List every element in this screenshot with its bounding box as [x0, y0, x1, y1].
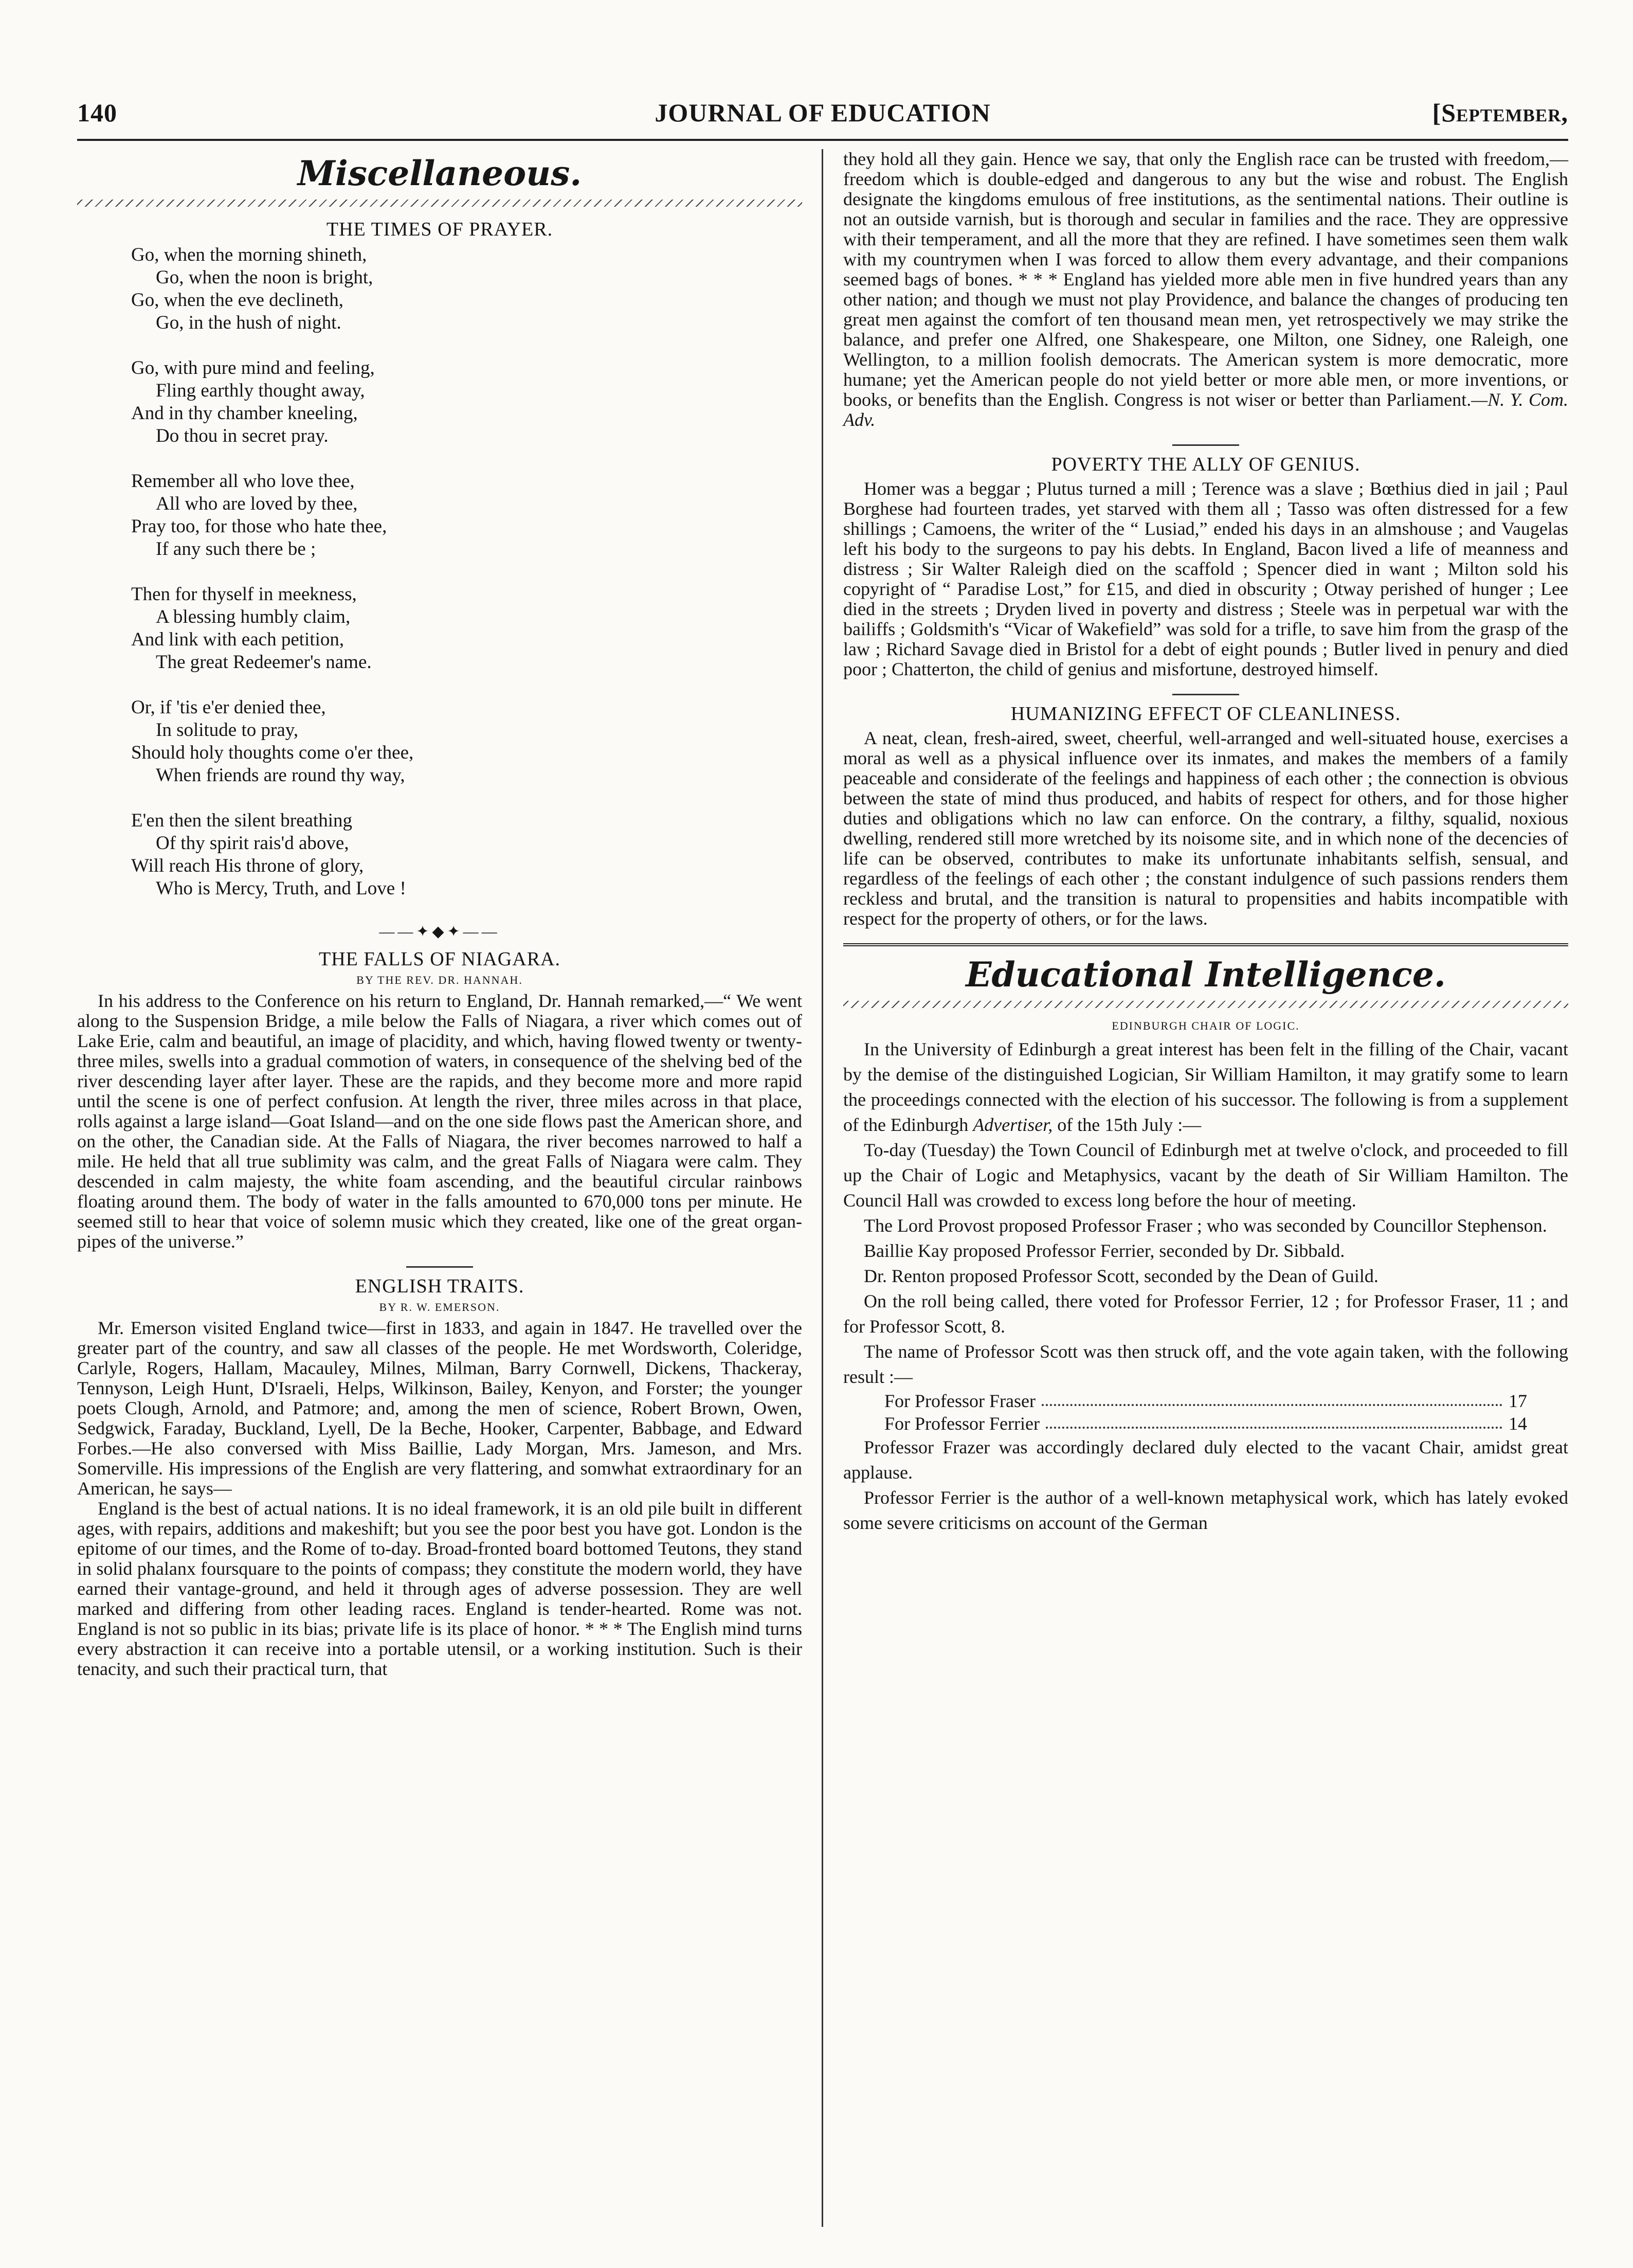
poverty-article	[843, 479, 1568, 679]
paragraph: Professor Frazer was accordingly declared duly elected to the vacant Chair, amidst great applause.	[843, 1437, 1568, 1483]
short-rule	[1172, 444, 1239, 446]
poem-line: Go, when the noon is bright,	[156, 267, 373, 288]
journal-title: JOURNAL OF EDUCATION	[655, 98, 991, 127]
cleanliness-title: HUMANIZING EFFECT OF CLEANLINESS.	[1010, 703, 1401, 725]
poem-line: And in thy chamber kneeling,	[131, 403, 358, 424]
poem-line: A blessing humbly claim,	[156, 606, 351, 627]
short-rule	[1172, 694, 1239, 695]
paragraph: Professor Ferrier is the author of a well-known metaphysical work, which has lately evoked some severe criticisms on account of the German	[843, 1487, 1568, 1533]
paragraph	[843, 1037, 1568, 1138]
paragraph: The Lord Provost proposed Professor Fraser ; who was seconded by Councillor Stephenson.	[864, 1215, 1547, 1236]
poem-line: Should holy thoughts come o'er thee,	[131, 742, 414, 763]
paragraph: Mr. Emerson visited England twice—first in 1833, and again in 1847. He travelled over the greater part of the country, and saw all classes of the people. He met Wordsworth, Coleridge, Carlyle, Rogers, Hallam, Macauley, Milnes, Milman, Barry Cornwell, Dickens, Thackeray, Tennyson, Leigh Hunt, D'Israeli, Helps, Wilkinson, Bailey, Kenyon, and Forster; the younger poets Clough, Arnold, and Patmore; and, among the men of science, Robert Brown, Owen, Sedgwick, Faraday, Buckland, Lyell, De la Beche, Hooker, Carpenter, Babbage, and Edward Forbes.—He also conversed with Miss Baillie, Lady Morgan, Mrs. Jameson, and Mrs. Somerville. His impressions of the English are very flattering, and somwhat extraordinary for an American, he says—	[77, 1318, 802, 1499]
poem-line: Then for thyself in meekness,	[131, 584, 357, 605]
edinburgh-article	[843, 1037, 1568, 1536]
vote-row	[884, 1390, 1527, 1412]
poem-line: The great Redeemer's name.	[156, 652, 372, 673]
paragraph: To-day (Tuesday) the Town Council of Edinburgh met at twelve o'clock, and proceeded to fill up the Chair of Logic and Metaphysics, vacant by the death of Sir William Hamilton. The Council Hall was crowded to excess long before the hour of meeting.	[843, 1140, 1568, 1211]
poem-line: If any such there be ;	[156, 538, 316, 560]
poem-stanza	[131, 244, 802, 334]
text-run: of the 15th July :—	[1053, 1114, 1202, 1135]
poem-line: Do thou in secret pray.	[156, 425, 329, 446]
vote-results	[884, 1390, 1527, 1435]
poem-line: Or, if 'tis e'er denied thee,	[131, 697, 326, 718]
poem-stanza	[131, 470, 802, 561]
poem-line: Go, with pure mind and feeling,	[131, 357, 375, 379]
english-traits-title: ENGLISH TRAITS.	[355, 1275, 524, 1297]
poem-title: THE TIMES OF PRAYER.	[326, 219, 553, 240]
vote-row	[884, 1412, 1527, 1435]
paragraph: A neat, clean, fresh-aired, sweet, cheerful, well-arranged and well-situated house, exercises a moral as well as a physical influence over its inmates, and makes the members of a family peaceable and considerate of the feelings and happiness of each other ; the connection is obvious between the state of mind thus produced, and habits of respect for others, and for those higher duties and obligations which no law can enforce. On the contrary, a filthy, squalid, noxious dwelling, rendered still more wretched by its noisome site, and in which none of the decencies of life can be observed, contributes to make its unfortunate inhabitants selfish, sensual, and regardless of the feelings of each other ; the constant indulgence of such passions renders them reckless and brutal, and the transition is natural to propensities and habits incompatible with respect for the property of others, or for the laws.	[843, 728, 1568, 929]
ornament-divider: ——✦◆✦——	[379, 923, 500, 940]
poem-line: Fling earthly thought away,	[156, 380, 365, 401]
journal-page	[77, 87, 1568, 2232]
vote-count: 14	[1509, 1413, 1527, 1434]
poem-line: E'en then the silent breathing	[131, 810, 352, 831]
wavy-rule	[843, 1001, 1568, 1008]
paragraph: Baillie Kay proposed Professor Ferrier, seconded by Dr. Sibbald.	[864, 1240, 1345, 1261]
vote-count: 17	[1509, 1391, 1527, 1411]
paragraph: In his address to the Conference on his return to England, Dr. Hannah remarked,—“ We went along to the Suspension Bridge, a mile below the Falls of Niagara, a river which comes out of Lake Erie, calm and beautiful, an image of placidity, and which, having flowed twenty or twenty-three miles, swells into a gradual commotion of waters, in consequence of the shelving bed of the river descending layer after layer. These are the rapids, and they become more and more rapid until the scene is one of perfect confusion. At length the river, three miles across in that place, rolls against a large island—Goat Island—and on the one side flows past the American shore, and on the other, the Canadian side. At the Falls of Niagara, the river becomes narrowed to half a mile. He held that all true sublimity was calm, and the great Falls of Niagara were calm. They descended in calm majesty, the white foam ascending, and the beautiful circular rainbows floating around them. The body of water in the falls amounted to 670,000 tons per minute. He seemed still to hear that voice of solemn music which they created, like one of the great organ-pipes of the universe.”	[77, 991, 802, 1252]
poem-line: Remember all who love thee,	[131, 471, 355, 492]
niagara-title: THE FALLS OF NIAGARA.	[319, 948, 560, 970]
column-divider	[822, 149, 823, 2227]
page-number: 140	[77, 98, 117, 127]
poem-stanza	[131, 696, 802, 787]
poem-line: Go, when the eve declineth,	[131, 290, 344, 311]
poem-line: And link with each petition,	[131, 629, 344, 650]
paragraph: England is the best of actual nations. It is no ideal framework, it is an old pile built in different ages, with repairs, additions and makeshift; but you see the poor best you have got. London is the epitome of our times, and the Rome of to-day. Broad-fronted board bottomed Teutons, they stand in solid phalanx foursquare to the points of compass; they constitute the modern world, they have earned their vantage-ground, and held it through ages of adverse possession. They are well marked and differing from other leading races. England is tender-hearted. Rome was not. England is not so public in its bias; private life is its place of honor. * * * The English mind turns every abstraction it can receive into a portable utensil, or a working institution. Such is their tenacity, and such their practical turn, that	[77, 1498, 802, 1679]
english-traits-article	[77, 1318, 802, 1679]
poem-line: All who are loved by thee,	[156, 493, 358, 514]
running-header	[77, 87, 1568, 134]
english-traits-byline: BY R. W. EMERSON.	[379, 1301, 500, 1313]
niagara-article	[77, 991, 802, 1252]
leader-dots	[1042, 1390, 1502, 1406]
poem-stanza	[131, 809, 802, 900]
text-run: In the University of Edinburgh a great interest has been felt in the filling of the Chair, vacant by the demise of the distinguished Logician, Sir William Hamilton, it may gratify some to learn the proceedings connected with the election of his successor. The following is from a supplement of the Edinburgh	[843, 1039, 1568, 1135]
paragraph: On the roll being called, there voted for Professor Ferrier, 12 ; for Professor Fraser, 11 ; and for Professor Scott, 8.	[843, 1291, 1568, 1337]
poem-line: Who is Mercy, Truth, and Love !	[156, 878, 406, 899]
italic-run: Advertiser,	[973, 1114, 1053, 1135]
double-rule	[843, 943, 1568, 949]
poem-line: Pray too, for those who hate thee,	[131, 516, 387, 537]
cleanliness-article	[843, 728, 1568, 929]
issue-month: [September,	[1432, 98, 1568, 127]
leader-dots	[1046, 1412, 1502, 1429]
poem-stanza	[131, 357, 802, 447]
poem-line: In solitude to pray,	[156, 719, 299, 741]
poem-line: Of thy spirit rais'd above,	[156, 833, 349, 854]
poem-line: Go, when the morning shineth,	[131, 244, 367, 265]
poem-line: When friends are round thy way,	[156, 765, 405, 786]
section-heading-educational-intelligence: Educational Intelligence.	[966, 955, 1446, 995]
header-rule	[77, 139, 1568, 141]
source-citation: —N. Y. Com. Adv.	[843, 389, 1569, 430]
poverty-title: POVERTY THE ALLY OF GENIUS.	[1051, 454, 1360, 475]
short-rule	[406, 1266, 473, 1268]
english-traits-continued	[843, 149, 1568, 430]
continued-text: they hold all they gain. Hence we say, that only the English race can be trusted with freedom,—freedom which is double-edged and dangerous to any but the wise and robust. The English designate the kingdoms emulous of free institutions, as the sentimental nations. Their outline is not an outside varnish, but is thorough and secular in families and the race. They are oppressive with their temperament, and all the more that they are refined. I have sometimes seen them walk with my countrymen when I was forced to allow them every advantage, and their companions seemed bags of bones. * * * England has yielded more able men in five hundred years than any other nation; and though we must not play Providence, and balance the changes of producing ten great men against the comfort of ten thousand mean men, yet retrospectively we may strike the balance, and prefer one Alfred, one Shakespeare, one Milton, one Sidney, one Raleigh, one Wellington, to a million foolish democrats. The American system is more democratic, more humane; yet the American people do not yield better or more able men, or more inventions, or books, or benefits than the English. Congress is not wiser or better than Parliament.	[843, 149, 1568, 410]
paragraph	[843, 149, 1568, 430]
paragraph: Homer was a beggar ; Plutus turned a mill ; Terence was a slave ; Bœthius died in jail ; Paul Borghese had fourteen trades, yet starved with them all ; Tasso was often distressed for a few shillings ; Camoens, the writer of the “ Lusiad,” ended his days in an almshouse ; and Vaugelas left his body to the surgeons to pay his debts. In England, Bacon lived a life of meanness and distress ; Sir Walter Raleigh died on the scaffold ; Spencer died in want ; Milton sold his copyright of “ Paradise Lost,” for £15, and died in obscurity ; Otway perished of hunger ; Lee died in the streets ; Dryden lived in poverty and distress ; Steele was in perpetual war with the bailiffs ; Goldsmith's “Vicar of Wakefield” was sold for a trifle, to save him from the grasp of the law ; Richard Savage died in Bristol for a debt of eight pounds ; Butler lived in penury and died poor ; Chatterton, the child of genius and misfortune, destroyed himself.	[843, 478, 1568, 679]
vote-label: For Professor Fraser	[884, 1391, 1036, 1411]
poem-line: Will reach His throne of glory,	[131, 855, 364, 876]
section-heading-miscellaneous: Miscellaneous.	[297, 153, 582, 193]
poem-stanza	[131, 583, 802, 674]
paragraph: Dr. Renton proposed Professor Scott, seconded by the Dean of Guild.	[864, 1266, 1378, 1286]
right-column	[843, 149, 1568, 1536]
paragraph: The name of Professor Scott was then struck off, and the vote again taken, with the following result :—	[843, 1341, 1568, 1387]
wavy-rule	[77, 200, 802, 207]
poem	[131, 244, 802, 900]
edinburgh-subtitle: EDINBURGH CHAIR OF LOGIC.	[1112, 1019, 1300, 1032]
left-column	[77, 149, 802, 1679]
niagara-byline: BY THE REV. DR. HANNAH.	[356, 974, 523, 986]
vote-label: For Professor Ferrier	[884, 1413, 1040, 1434]
poem-line: Go, in the hush of night.	[156, 312, 341, 333]
